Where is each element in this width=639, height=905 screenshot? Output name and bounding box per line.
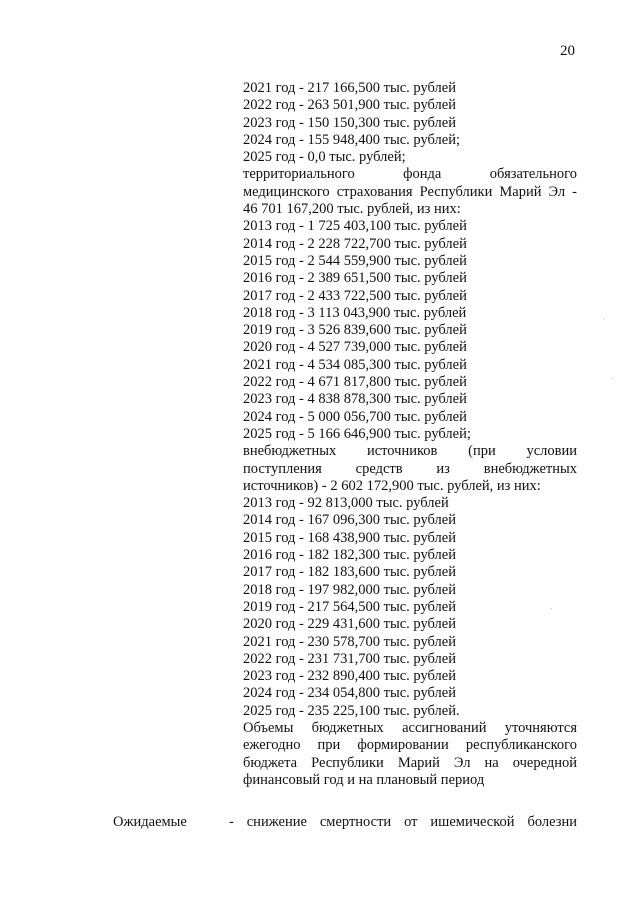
tfoms-year-line: 2022 год - 4 671 817,800 тыс. рублей [243, 374, 467, 391]
extra-year-line: 2022 год - 231 731,700 тыс. рублей [243, 650, 456, 667]
tfoms-year-line: 2015 год - 2 544 559,900 тыс. рублей [243, 252, 467, 269]
tfoms-year-line: 2025 год - 5 166 646,900 тыс. рублей; [243, 425, 471, 442]
closing-paragraph-line: финансовый год и на плановый период [243, 771, 485, 788]
closing-paragraph-line: Объемы бюджетных ассигнований уточняются [243, 719, 577, 736]
extra-year-line: 2016 год - 182 182,300 тыс. рублей [243, 547, 456, 564]
budget-year-line: 2021 год - 217 166,500 тыс. рублей [243, 80, 456, 96]
extra-intro-line: поступления средств из внебюджетных [243, 460, 577, 477]
extra-year-line: 2014 год - 167 096,300 тыс. рублей [243, 512, 456, 529]
extra-year-line: 2019 год - 217 564,500 тыс. рублей [243, 598, 456, 615]
extra-year-line: 2017 год - 182 183,600 тыс. рублей [243, 564, 456, 581]
tfoms-year-line: 2018 год - 3 113 043,900 тыс. рублей [243, 304, 467, 321]
extra-year-line: 2018 год - 197 982,000 тыс. рублей [243, 581, 456, 598]
tfoms-intro-line: медицинского страхования Республики Марий Эл - [243, 183, 577, 200]
tfoms-year-line: 2024 год - 5 000 056,700 тыс. рублей [243, 408, 467, 425]
tfoms-year-line: 2016 год - 2 389 651,500 тыс. рублей [243, 270, 467, 287]
tfoms-intro-line: территориального фонда обязательного [243, 166, 577, 183]
tfoms-intro-line: 46 701 167,200 тыс. рублей, из них: [243, 201, 461, 218]
expected-results-text: - снижение смертности от ишемической болезни [229, 814, 577, 830]
extra-intro-line: источников) - 2 602 172,900 тыс. рублей, из них: [243, 477, 541, 494]
scan-speck [551, 608, 552, 609]
scan-speck [612, 378, 613, 379]
budget-year-line: 2025 год - 0,0 тыс. рублей; [243, 149, 406, 166]
budget-year-line: 2024 год - 155 948,400 тыс. рублей; [243, 131, 460, 148]
scan-speck [603, 318, 604, 319]
extra-intro-line: внебюджетных источников (при условии [243, 443, 577, 460]
extra-year-line: 2024 год - 234 054,800 тыс. рублей [243, 685, 456, 702]
extra-year-line: 2023 год - 232 890,400 тыс. рублей [243, 668, 456, 685]
extra-year-line: 2015 год - 168 438,900 тыс. рублей [243, 529, 456, 546]
extra-year-line: 2021 год - 230 578,700 тыс. рублей [243, 633, 456, 650]
extra-year-line: 2013 год - 92 813,000 тыс. рублей [243, 495, 449, 512]
extra-year-line: 2020 год - 229 431,600 тыс. рублей [243, 616, 456, 633]
tfoms-year-line: 2020 год - 4 527 739,000 тыс. рублей [243, 339, 467, 356]
tfoms-year-line: 2013 год - 1 725 403,100 тыс. рублей [243, 218, 467, 235]
funding-text-block [243, 80, 577, 789]
tfoms-year-line: 2023 год - 4 838 878,300 тыс. рублей [243, 391, 467, 408]
tfoms-year-line: 2021 год - 4 534 085,300 тыс. рублей [243, 356, 467, 373]
tfoms-year-line: 2014 год - 2 228 722,700 тыс. рублей [243, 235, 467, 252]
closing-paragraph-line: ежегодно при формировании республиканского [243, 737, 577, 754]
tfoms-year-line: 2017 год - 2 433 722,500 тыс. рублей [243, 287, 467, 304]
budget-year-line: 2022 год - 263 501,900 тыс. рублей [243, 97, 456, 114]
page-number: 20 [560, 43, 575, 59]
expected-results-label: Ожидаемые [113, 814, 187, 830]
closing-paragraph-line: бюджета Республики Марий Эл на очередной [243, 754, 577, 771]
tfoms-year-line: 2019 год - 3 526 839,600 тыс. рублей [243, 322, 467, 339]
extra-year-line: 2025 год - 235 225,100 тыс. рублей. [243, 702, 460, 719]
budget-year-line: 2023 год - 150 150,300 тыс. рублей [243, 114, 456, 131]
